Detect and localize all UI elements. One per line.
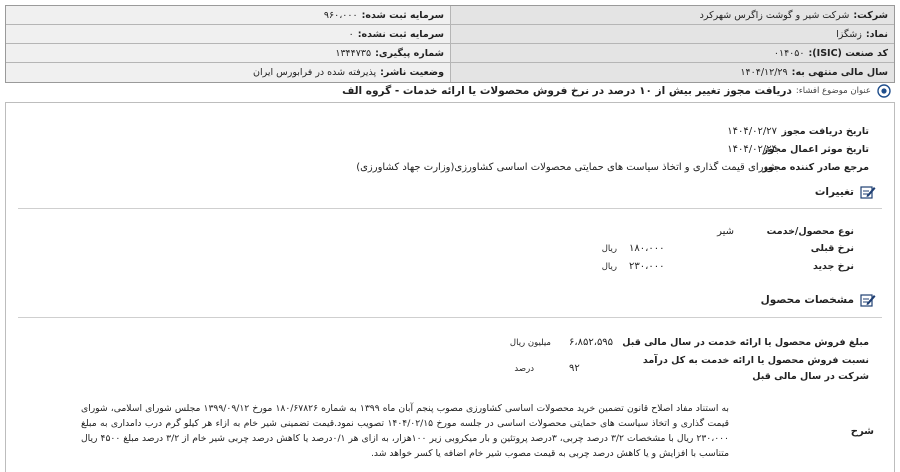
info-row-1 [6,6,894,25]
publisher-status-value: پذیرفته شده در فرابورس ایران [252,67,377,78]
unregistered-capital-label: سرمایه ثبت نشده: [357,28,444,40]
new-rate-field [602,259,854,274]
permit-effective-date-label: تاریخ موثر اعمال مجوز [762,143,869,155]
permit-issuer-label: مرجع صادر کننده مجوز [762,161,869,173]
product-specs-section-title [761,293,876,307]
product-type-field [717,224,854,239]
prev-year-sales-field [510,335,869,350]
permit-received-date-label: تاریخ دریافت مجوز [781,125,869,137]
company-label: شرکت: [853,9,888,21]
tracking-number-value: ۱۳۴۴۷۳۵ [335,47,372,59]
previous-rate-label: نرخ قبلی [810,243,854,254]
prev-year-sales-value: ۶،۸۵۲،۵۹۵ [569,337,614,348]
revenue-share-label-line1: نسبت فروش محصول یا ارائه خدمت به کل درآمد [642,355,869,366]
previous-rate-unit: ریال [601,243,617,254]
symbol-label: نماد: [865,28,888,40]
revenue-share-line1 [643,353,869,368]
isic-value: ۰۱۴۰۵۰ [773,47,805,59]
product-specs-divider [18,317,882,318]
fiscal-year-value: ۱۴۰۴/۱۲/۲۹ [740,67,788,78]
product-specs-title-text: مشخصات محصول [760,294,854,306]
product-type-value: شیر [717,226,734,237]
revenue-share-value: ۹۲ [569,363,580,374]
symbol-cell [450,25,894,43]
info-row-4 [6,63,894,82]
registered-capital-value: ۹۶۰،۰۰۰ [323,9,358,21]
permit-received-date [727,123,869,139]
registered-capital-cell [6,6,450,24]
description-text: به استناد مفاد اصلاح قانون تضمین خرید محصولات اساسی کشاورزی مصوب پنجم آبان ماه ۱۳۹۹ به شماره ۱۸۰/۶۷۸۲۶ مورخ ۱۳۹۹/۰۹/۱۲ مجلس شورای اسلامی، شورای قیمت گذاری و اتخاذ سیاست های حمایتی محصولات اساسی در جلسه مورخ ۱۴۰۴/۰۲/۱۵ تصویب نمود.قیمت تضمینی شیر خام به ازاء هر کیلو گرم درب دامداری به مبلغ ۲۳۰،۰۰۰ ریال با مشخصات ۳/۲ درصد چربی، ۳درصد پروتئین و بار میکروبی زیر ۱۰۰هزار، به ازای هر ۰/۱درصد یا کاهش درصد چربی شیر خام از ۳/۲ درصد مبلغ ۴۵۰۰ ریال متناسب با افزایش و یا کاهش درصد چربی به قیمت مصوب شیر خام اضافه یا کسر خواهد شد. [81,403,729,459]
permit-effective-date [727,141,869,157]
permit-issuer [356,159,869,175]
new-rate-label: نرخ جدید [812,261,854,272]
subject-label: عنوان موضوع افشاء: [795,86,871,96]
new-rate-unit: ریال [601,261,617,272]
fiscal-year-label: سال مالی منتهی به: [791,67,888,78]
revenue-share-unit: درصد [514,363,534,374]
changes-section-title [815,185,876,199]
unregistered-capital-cell [6,25,450,43]
info-circle-icon [877,84,891,98]
publisher-status-cell [6,63,450,82]
company-info-table [5,5,895,83]
description-label: شرح [850,426,874,437]
new-rate-value: ۲۳۰،۰۰۰ [629,261,665,272]
changes-title-text: تغییرات [814,186,854,198]
revenue-share-label-line2: شرکت در سال مالی قبل [752,371,869,382]
previous-rate-field [602,241,854,256]
unregistered-capital-value: ۰ [348,28,354,40]
previous-rate-value: ۱۸۰،۰۰۰ [629,243,665,254]
info-row-2 [6,25,894,44]
registered-capital-label: سرمایه ثبت شده: [361,9,444,21]
tracking-number-cell [6,44,450,62]
subject-value: دریافت مجوز تغییر بیش از ۱۰ درصد در نرخ فروش محصولات یا ارائه خدمات - گروه الف [342,85,792,97]
fiscal-year-cell [450,63,894,82]
revenue-share-line2 [752,369,869,384]
prev-year-sales-unit: میلیون ریال [509,337,551,348]
prev-year-sales-label: مبلغ فروش محصول یا ارائه خدمت در سال مالی قبل [622,337,869,348]
product-type-label: نوع محصول/خدمت [766,226,854,237]
edit-note-icon [860,293,876,307]
isic-label: کد صنعت (ISIC): [808,47,888,59]
disclosure-content [5,102,895,472]
company-value: شرکت شیر و گوشت زاگرس شهرکرد [699,9,850,21]
isic-cell [450,44,894,62]
permit-issuer-value: شورای قیمت گذاری و اتخاذ سیاست های حمایتی محصولات اساسی کشاورزی(وزارت جهاد کشاورزی) [356,161,777,173]
info-row-3 [6,44,894,63]
edit-note-icon [860,185,876,199]
permit-received-date-value: ۱۴۰۴/۰۲/۲۷ [727,125,777,137]
company-cell [450,6,894,24]
changes-divider [18,208,882,209]
revenue-share-value-field [514,361,639,376]
publisher-status-label: وضعیت ناشر: [380,67,444,78]
symbol-value[interactable]: زشگزا [836,28,862,40]
permit-effective-date-value: ۱۴۰۴/۰۲/۲۴ [727,143,777,155]
tracking-number-label: شماره پیگیری: [375,47,444,59]
disclosure-subject [5,82,895,100]
